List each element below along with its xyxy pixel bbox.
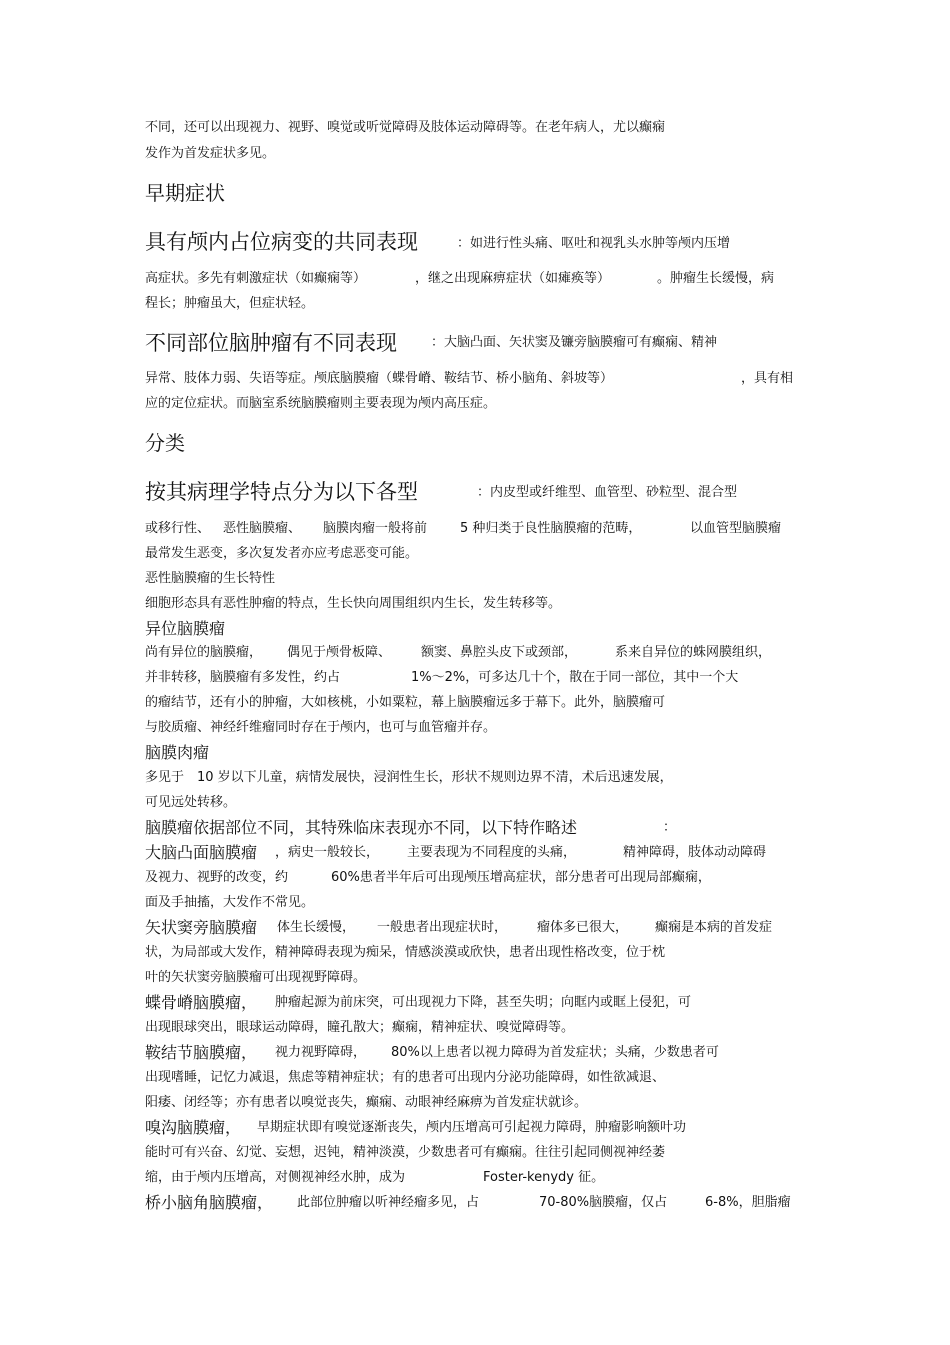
text-line: 视力视野障碍， (275, 1045, 367, 1060)
text-line: 阳痿、闭经等；亦有患者以嗅觉丧失，癫痫、动眼神经麻痹为首发症状就诊。 (145, 1095, 588, 1110)
text-line: 早期症状即有嗅觉逐渐丧失，颅内压增高可引起视力障碍，肿瘤影响额叶功 (257, 1120, 687, 1135)
subheading: 蝶骨嵴脑膜瘤， (145, 993, 258, 1012)
text-line: 70-80%脑膜瘤，仅占 (539, 1195, 668, 1210)
text-line: 细胞形态具有恶性肿瘤的特点，生长快向周围组织内生长，发生转移等。 (145, 596, 562, 611)
subheading: 按其病理学特点分为以下各型 (145, 480, 418, 504)
subheading: 桥小脑角脑膜瘤， (145, 1193, 274, 1212)
text-line: 60%患者半年后可出现颅压增高症状，部分患者可出现局部癫痫， (331, 870, 711, 885)
text-line: 发作为首发症状多见。 (145, 146, 276, 161)
text-line: 高症状。多先有刺激症状（如癫痫等） (145, 271, 367, 286)
text-line: 多见于 (145, 770, 185, 785)
text-line: 恶性脑膜瘤的生长特性 (145, 571, 276, 586)
subheading: 脑膜瘤依据部位不同，其特殊临床表现亦不同，以下特作略述 (145, 818, 578, 837)
subheading: 不同部位脑肿瘤有不同表现 (145, 331, 397, 355)
text-line: 与胶质瘤、神经纤维瘤同时存在于颅内，也可与血管瘤并存。 (145, 720, 497, 735)
text-line: ，病史一般较长， (275, 845, 380, 860)
text-line: 10 岁以下儿童，病情发展快，浸润性生长，形状不规则边界不清，术后迅速发展， (197, 770, 673, 785)
text-line: ：内皮型或纤维型、血管型、砂粒型、混合型 (477, 485, 738, 500)
text-line: 的瘤结节，还有小的肿瘤，大如核桃，小如粟粒，幕上脑膜瘤远多于幕下。此外，脑膜瘤可 (145, 695, 666, 710)
subheading: 鞍结节脑膜瘤， (145, 1043, 258, 1062)
text-line: 以血管型脑膜瘤 (690, 521, 782, 536)
text-line: 此部位肿瘤以听神经瘤多见，占 (297, 1195, 480, 1210)
text-line: ： (663, 820, 677, 835)
text-line: 缩，由于颅内压增高，对侧视神经水肿，成为 (145, 1170, 406, 1185)
text-line: 脑膜肉瘤一般将前 (323, 521, 428, 536)
text-line: 额窦、鼻腔头皮下或颈部， (421, 645, 578, 660)
text-line: 6-8%，胆脂瘤 (705, 1195, 791, 1210)
text-line: 不同，还可以出现视力、视野、嗅觉或听觉障碍及肢体运动障碍等。在老年病人，尤以癫痫 (145, 120, 666, 135)
text-line: 偶见于颅骨板障、 (287, 645, 392, 660)
text-line: 程长；肿瘤虽大，但症状轻。 (145, 296, 315, 311)
text-line: 并非转移，脑膜瘤有多发性，约占 (145, 670, 341, 685)
subheading: 矢状窦旁脑膜瘤 (145, 918, 258, 937)
text-line: 1%～2%，可多达几十个，散在于同一部位，其中一个大 (411, 670, 739, 685)
text-line: 尚有异位的脑膜瘤， (145, 645, 263, 660)
text-line: 肿瘤起源为前床突，可出现视力下降，甚至失明；向眶内或眶上侵犯，可 (275, 995, 692, 1010)
text-line: 系来自异位的蛛网膜组织， (615, 645, 772, 660)
subheading: 脑膜肉瘤 (145, 743, 210, 762)
text-line: 状，为局部或大发作，精神障碍表现为痴呆，情感淡漠或欣快，患者出现性格改变，位于枕 (145, 945, 666, 960)
section-heading: 早期症状 (145, 181, 225, 205)
text-line: 可见远处转移。 (145, 795, 237, 810)
text-line: ，继之出现麻痹症状（如瘫痪等） (415, 271, 611, 286)
text-line: 最常发生恶变，多次复发者亦应考虑恶变可能。 (145, 546, 419, 561)
text-line: 癫痫是本病的首发症 (655, 920, 773, 935)
text-line: 出现嗜睡，记忆力减退，焦虑等精神症状；有的患者可出现内分泌功能障碍，如性欲减退、 (145, 1070, 666, 1085)
text-line: 5 种归类于良性脑膜瘤的范畴， (460, 521, 642, 536)
text-line: 或移行性、 (145, 521, 211, 536)
subheading: 异位脑膜瘤 (145, 619, 226, 638)
text-line: ：大脑凸面、矢状窦及镰旁脑膜瘤可有癫痫、精神 (431, 335, 718, 350)
text-line: 。肿瘤生长缓慢，病 (657, 271, 775, 286)
text-line: Foster-kenydy 征。 (483, 1170, 605, 1185)
text-line: 主要表现为不同程度的头痛， (407, 845, 577, 860)
text-line: 瘤体多已很大， (537, 920, 629, 935)
text-line: 叶的矢状窦旁脑膜瘤可出现视野障碍。 (145, 970, 367, 985)
text-line: 及视力、视野的改变，约 (145, 870, 289, 885)
subheading: 嗅沟脑膜瘤， (145, 1118, 242, 1137)
text-line: 恶性脑膜瘤、 (223, 521, 302, 536)
text-line: 一般患者出现症状时， (377, 920, 508, 935)
text-line: 异常、肢体力弱、失语等症。颅底脑膜瘤（蝶骨嵴、鞍结节、桥小脑角、斜坡等） (145, 371, 614, 386)
text-line: 能时可有兴奋、幻觉、妄想，迟钝，精神淡漠，少数患者可有癫痫。往往引起同侧视神经萎 (145, 1145, 666, 1160)
text-line: ，具有相 (741, 371, 794, 386)
text-line: 体生长缓慢， (277, 920, 356, 935)
section-heading: 分类 (145, 431, 185, 455)
text-line: 80%以上患者以视力障碍为首发症状；头痛，少数患者可 (391, 1045, 719, 1060)
text-line: ：如进行性头痛、呕吐和视乳头水肿等颅内压增 (457, 236, 731, 251)
text-line: 面及手抽搐，大发作不常见。 (145, 895, 315, 910)
text-line: 出现眼球突出，眼球运动障碍，瞳孔散大；癫痫，精神症状、嗅觉障碍等。 (145, 1020, 575, 1035)
subheading: 具有颅内占位病变的共同表现 (145, 230, 418, 254)
subheading: 大脑凸面脑膜瘤 (145, 843, 258, 862)
text-line: 应的定位症状。而脑室系统脑膜瘤则主要表现为颅内高压症。 (145, 396, 497, 411)
text-line: 精神障碍，肢体动动障碍 (623, 845, 767, 860)
